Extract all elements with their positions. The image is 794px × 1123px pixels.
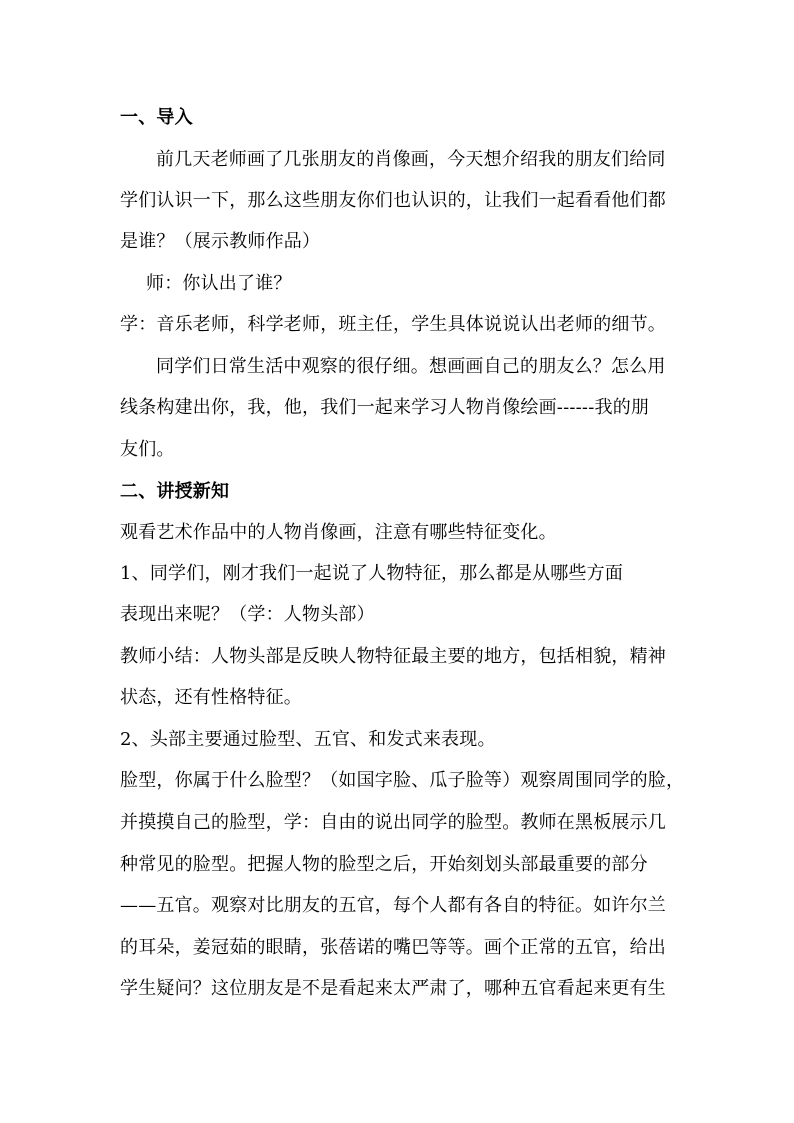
heading-new-knowledge: 二、讲授新知: [120, 481, 230, 502]
item-2: 2、头部主要通过脸型、五官、和发式来表现。: [120, 729, 496, 750]
student-answer: 学：音乐老师，科学老师，班主任，学生具体说说认出老师的细节。: [120, 314, 666, 335]
teacher-question: 师：你认出了谁？: [146, 273, 292, 294]
new-knowledge-paragraph: 观看艺术作品中的人物肖像画，注意有哪些特征变化。: [120, 522, 557, 543]
intro-paragraph-2-line-2: 线条构建出你，我，他，我们一起来学习人物肖像绘画------我的朋: [120, 397, 650, 418]
face-paragraph-line-2: 并摸摸自己的脸型，学：自由的说出同学的脸型。教师在黑板展示几: [120, 812, 666, 833]
intro-paragraph-line-3: 是谁？（展示教师作品）: [120, 231, 321, 252]
item-1-line-2: 表现出来呢？（学：人物头部）: [120, 604, 375, 625]
heading-intro: 一、导入: [120, 107, 193, 128]
item-1-line-1: 1、同学们，刚才我们一起说了人物特征，那么都是从哪些方面: [120, 563, 624, 584]
face-paragraph-line-3: 种常见的脸型。把握人物的脸型之后，开始刻划头部最重要的部分: [120, 854, 648, 875]
face-paragraph-line-6: 学生疑问？这位朋友是不是看起来太严肃了，哪种五官看起来更有生: [120, 978, 666, 999]
intro-paragraph-2-line-3: 友们。: [120, 439, 175, 460]
intro-paragraph-2-line-1: 同学们日常生活中观察的很仔细。想画画自己的朋友么？怎么用: [156, 356, 666, 377]
intro-paragraph-line-2: 学们认识一下，那么这些朋友你们也认识的，让我们一起看看他们都: [120, 190, 666, 211]
face-paragraph-line-1: 脸型，你属于什么脸型？（如国字脸、瓜子脸等）观察周围同学的脸，: [120, 770, 685, 791]
face-paragraph-line-4: ——五官。观察对比朋友的五官，每个人都有各自的特征。如许尔兰: [120, 895, 666, 916]
intro-paragraph-line-1: 前几天老师画了几张朋友的肖像画，今天想介绍我的朋友们给同: [156, 149, 666, 170]
summary-line-2: 状态，还有性格特征。: [120, 687, 302, 708]
summary-line-1: 教师小结：人物头部是反映人物特征最主要的地方，包括相貌，精神: [120, 646, 666, 667]
face-paragraph-line-5: 的耳朵，姜冠茹的眼睛，张蓓诺的嘴巴等等。画个正常的五官，给出: [120, 937, 666, 958]
